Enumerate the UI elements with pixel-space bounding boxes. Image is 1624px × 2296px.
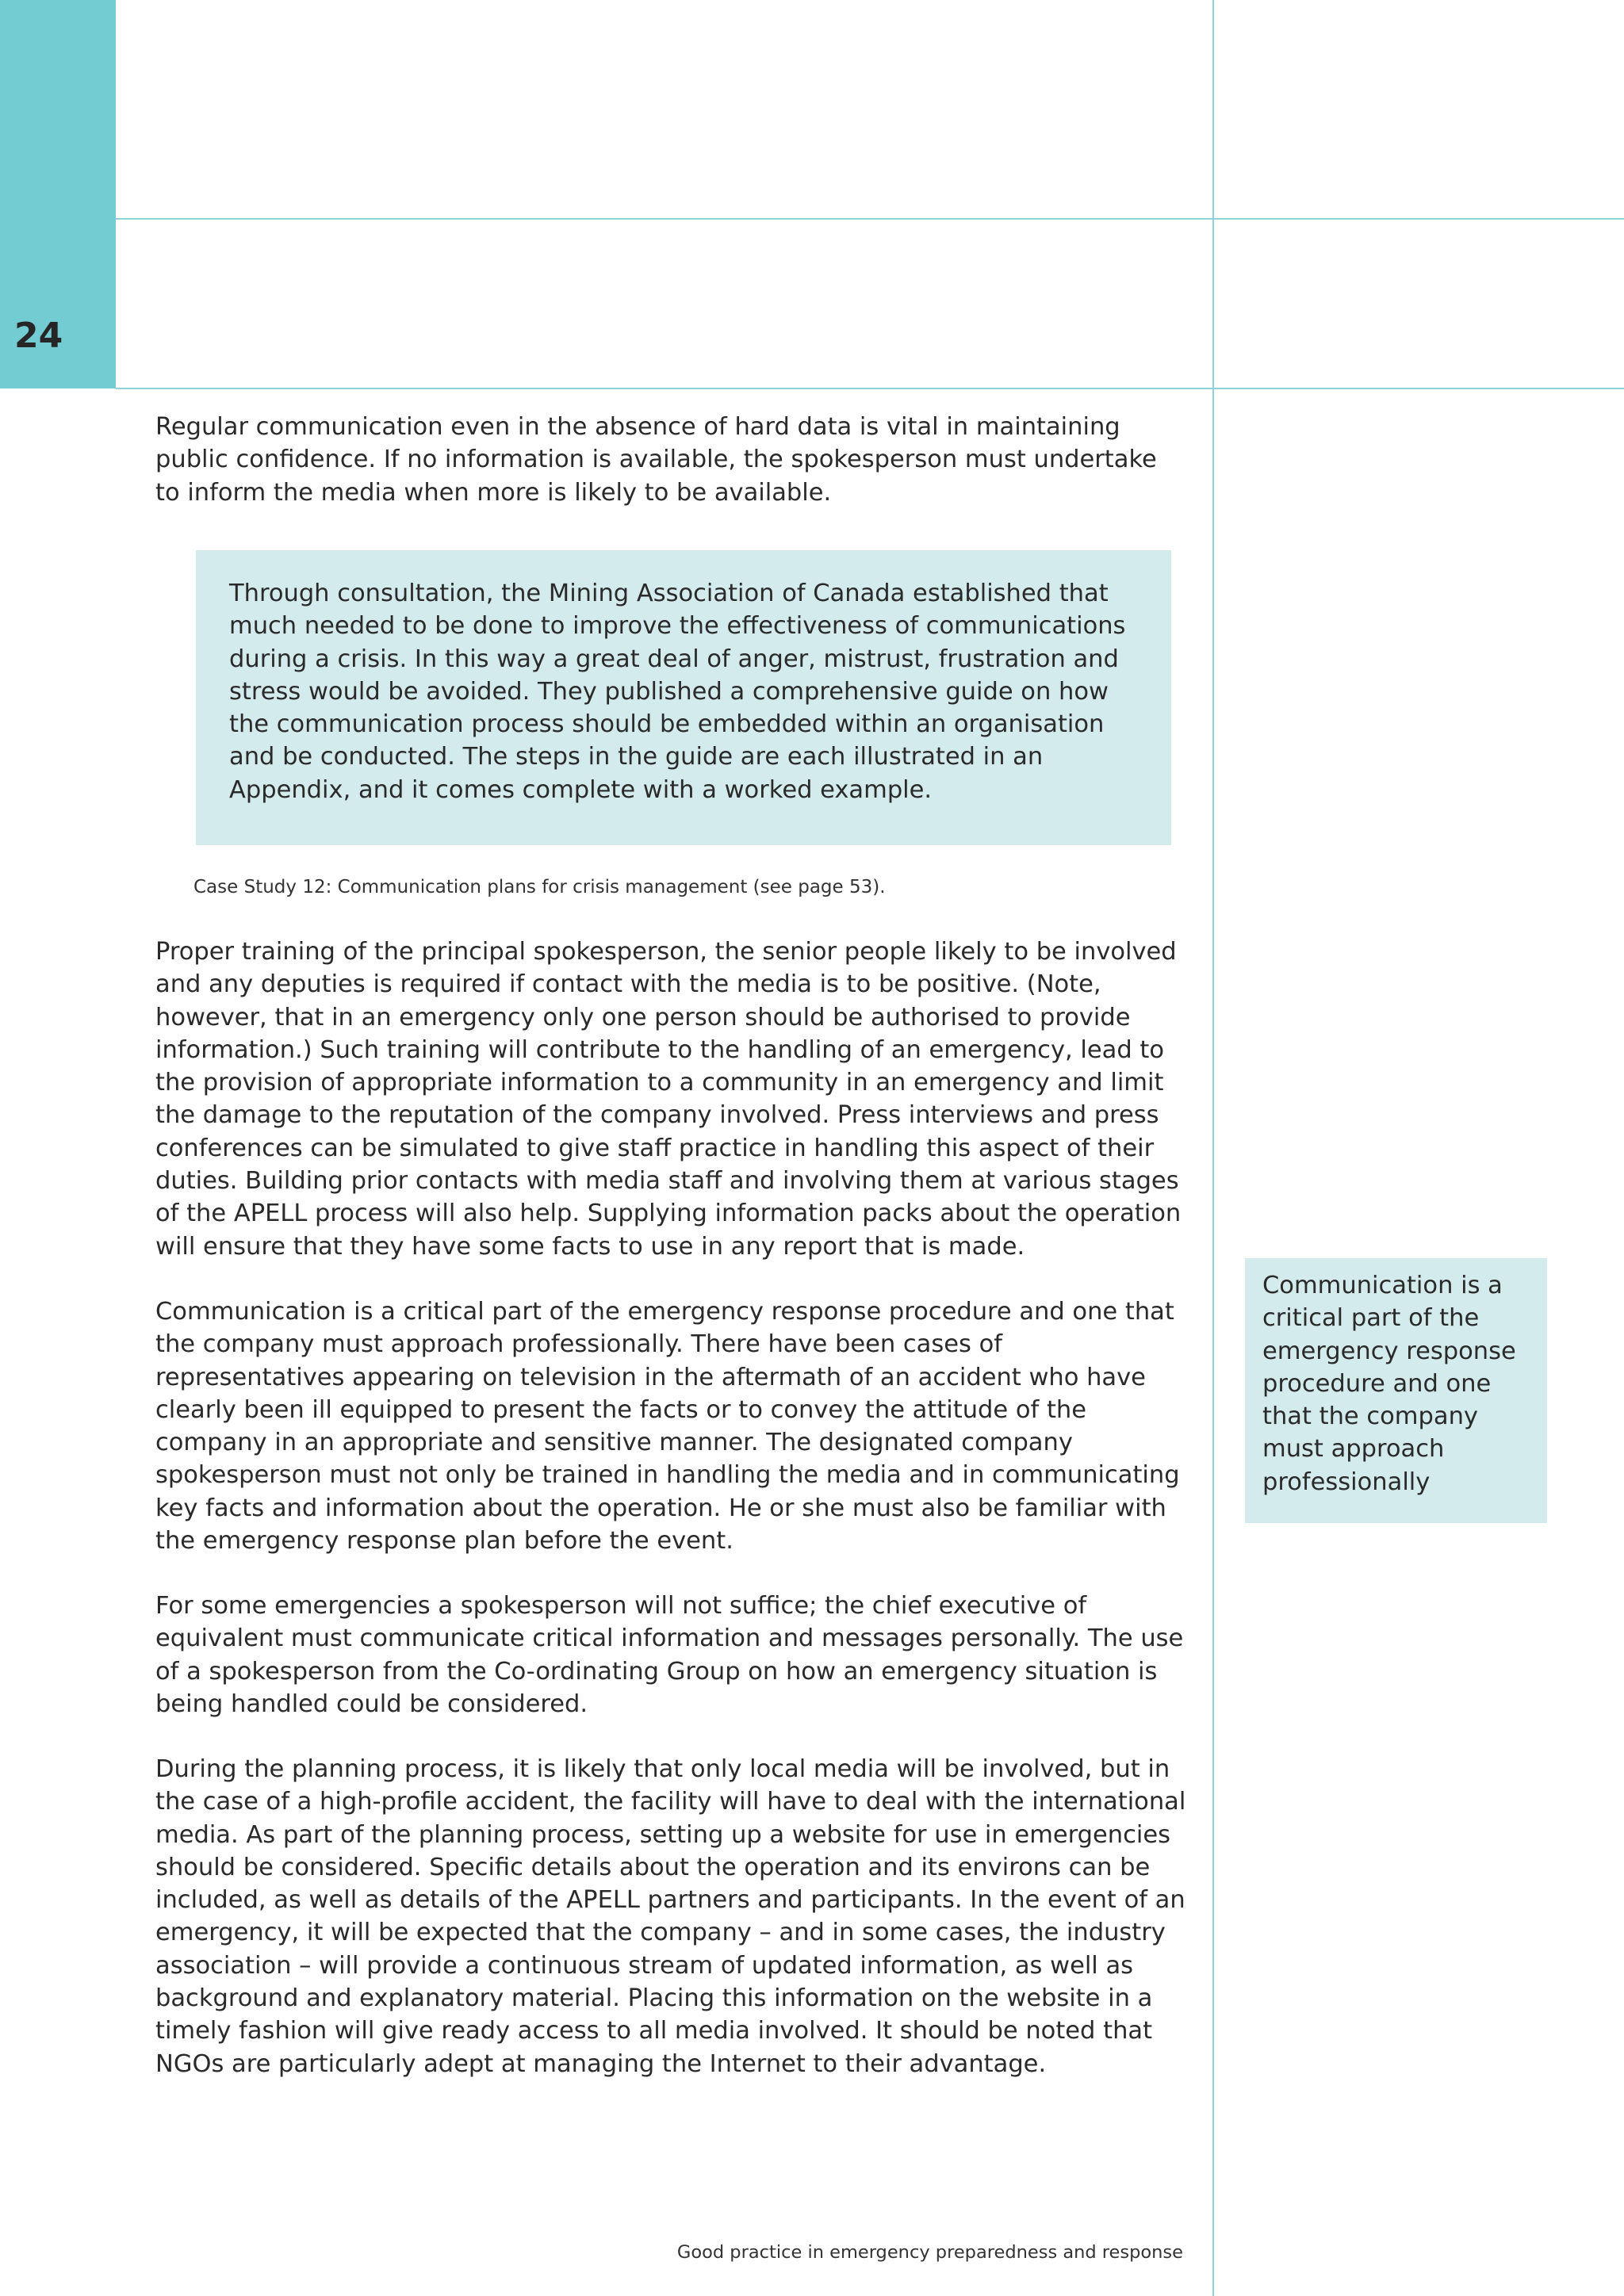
header-rule-top [116,218,1624,220]
case-study-caption: Case Study 12: Communication plans for crisis management (see page 53). [193,877,886,897]
margin-column-rule [1212,0,1214,2296]
case-study-callout-box [196,550,1171,845]
body-paragraph-3: Communication is a critical part of the emergency response procedure and one that the company must approach professionally. There have been cases of representatives appearing on television in the aftermath of an accident who have clearly been ill equipped to present the facts or to convey the attitude of the company in an appropriate and sensitive manner. The designated company spokesperson must not only be trained in handling the media and in communicating key facts and information about the operation. He or she must also be familiar with the emergency response plan before the event. [155,1298,1180,1556]
pull-quote-text: Communication is a critical part of the emergency response procedure and one that the company must approach professionally [1262,1272,1516,1496]
running-footer: Good practice in emergency preparedness and response [676,2242,1183,2263]
page-number: 24 [14,316,63,356]
body-paragraph-1: Regular communication even in the absence of hard data is vital in maintaining public confidence. If no information is available, the spokesperson must undertake to inform the media when more is likely to be available. [155,413,1157,507]
page-number-tab [0,0,116,388]
pull-quote-box [1245,1258,1547,1523]
header-rule-bottom [116,388,1624,389]
body-paragraph-2: Proper training of the principal spokesperson, the senior people likely to be involved and any deputies is required if contact with the media is to be positive. (Note, however, that in an emergency only one person should be authorised to provide information.) Such training will contribute to the handling of an emergency, lead to the provision of appropriate information to a community in an emergency and limit the damage to the reputation of the company involved. Press interviews and press conferences can be simulated to give staff practice in handling this aspect of their duties. Building prior contacts with media staff and involving them at various stages of the APELL process will also help. Supplying information packs about the operation will ensure that they have some facts to use in any report that is made. [155,938,1182,1261]
body-paragraph-4: For some emergencies a spokesperson will not suffice; the chief executive of equivalent must communicate critical information and messages personally. The use of a spokesperson from the Co-ordinating Group on how an emergency situation is being handled could be considered. [155,1592,1184,1718]
case-study-callout-text: Through consultation, the Mining Association of Canada established that much needed to be done to improve the effectiveness of communications during a crisis. In this way a great deal of anger, mistrust, frustration and stress would be avoided. They published a comprehensive guide on how the communication process should be embedded within an organisation and be conducted. The steps in the guide are each illustrated in an Appendix, and it comes complete with a worked example. [229,580,1126,804]
body-paragraph-5: During the planning process, it is likely that only local media will be involved, but in the case of a high-profile accident, the facility will have to deal with the international media. As part of the planning process, setting up a website for use in emergencies should be considered. Specific details about the operation and its environs can be included, as well as details of the APELL partners and participants. In the event of an emergency, it will be expected that the company – and in some cases, the industry association – will provide a continuous stream of updated information, as well as background and explanatory material. Placing this information on the website in a timely fashion will give ready access to all media involved. It should be noted that NGOs are particularly adept at managing the Internet to their advantage. [155,1755,1186,2078]
